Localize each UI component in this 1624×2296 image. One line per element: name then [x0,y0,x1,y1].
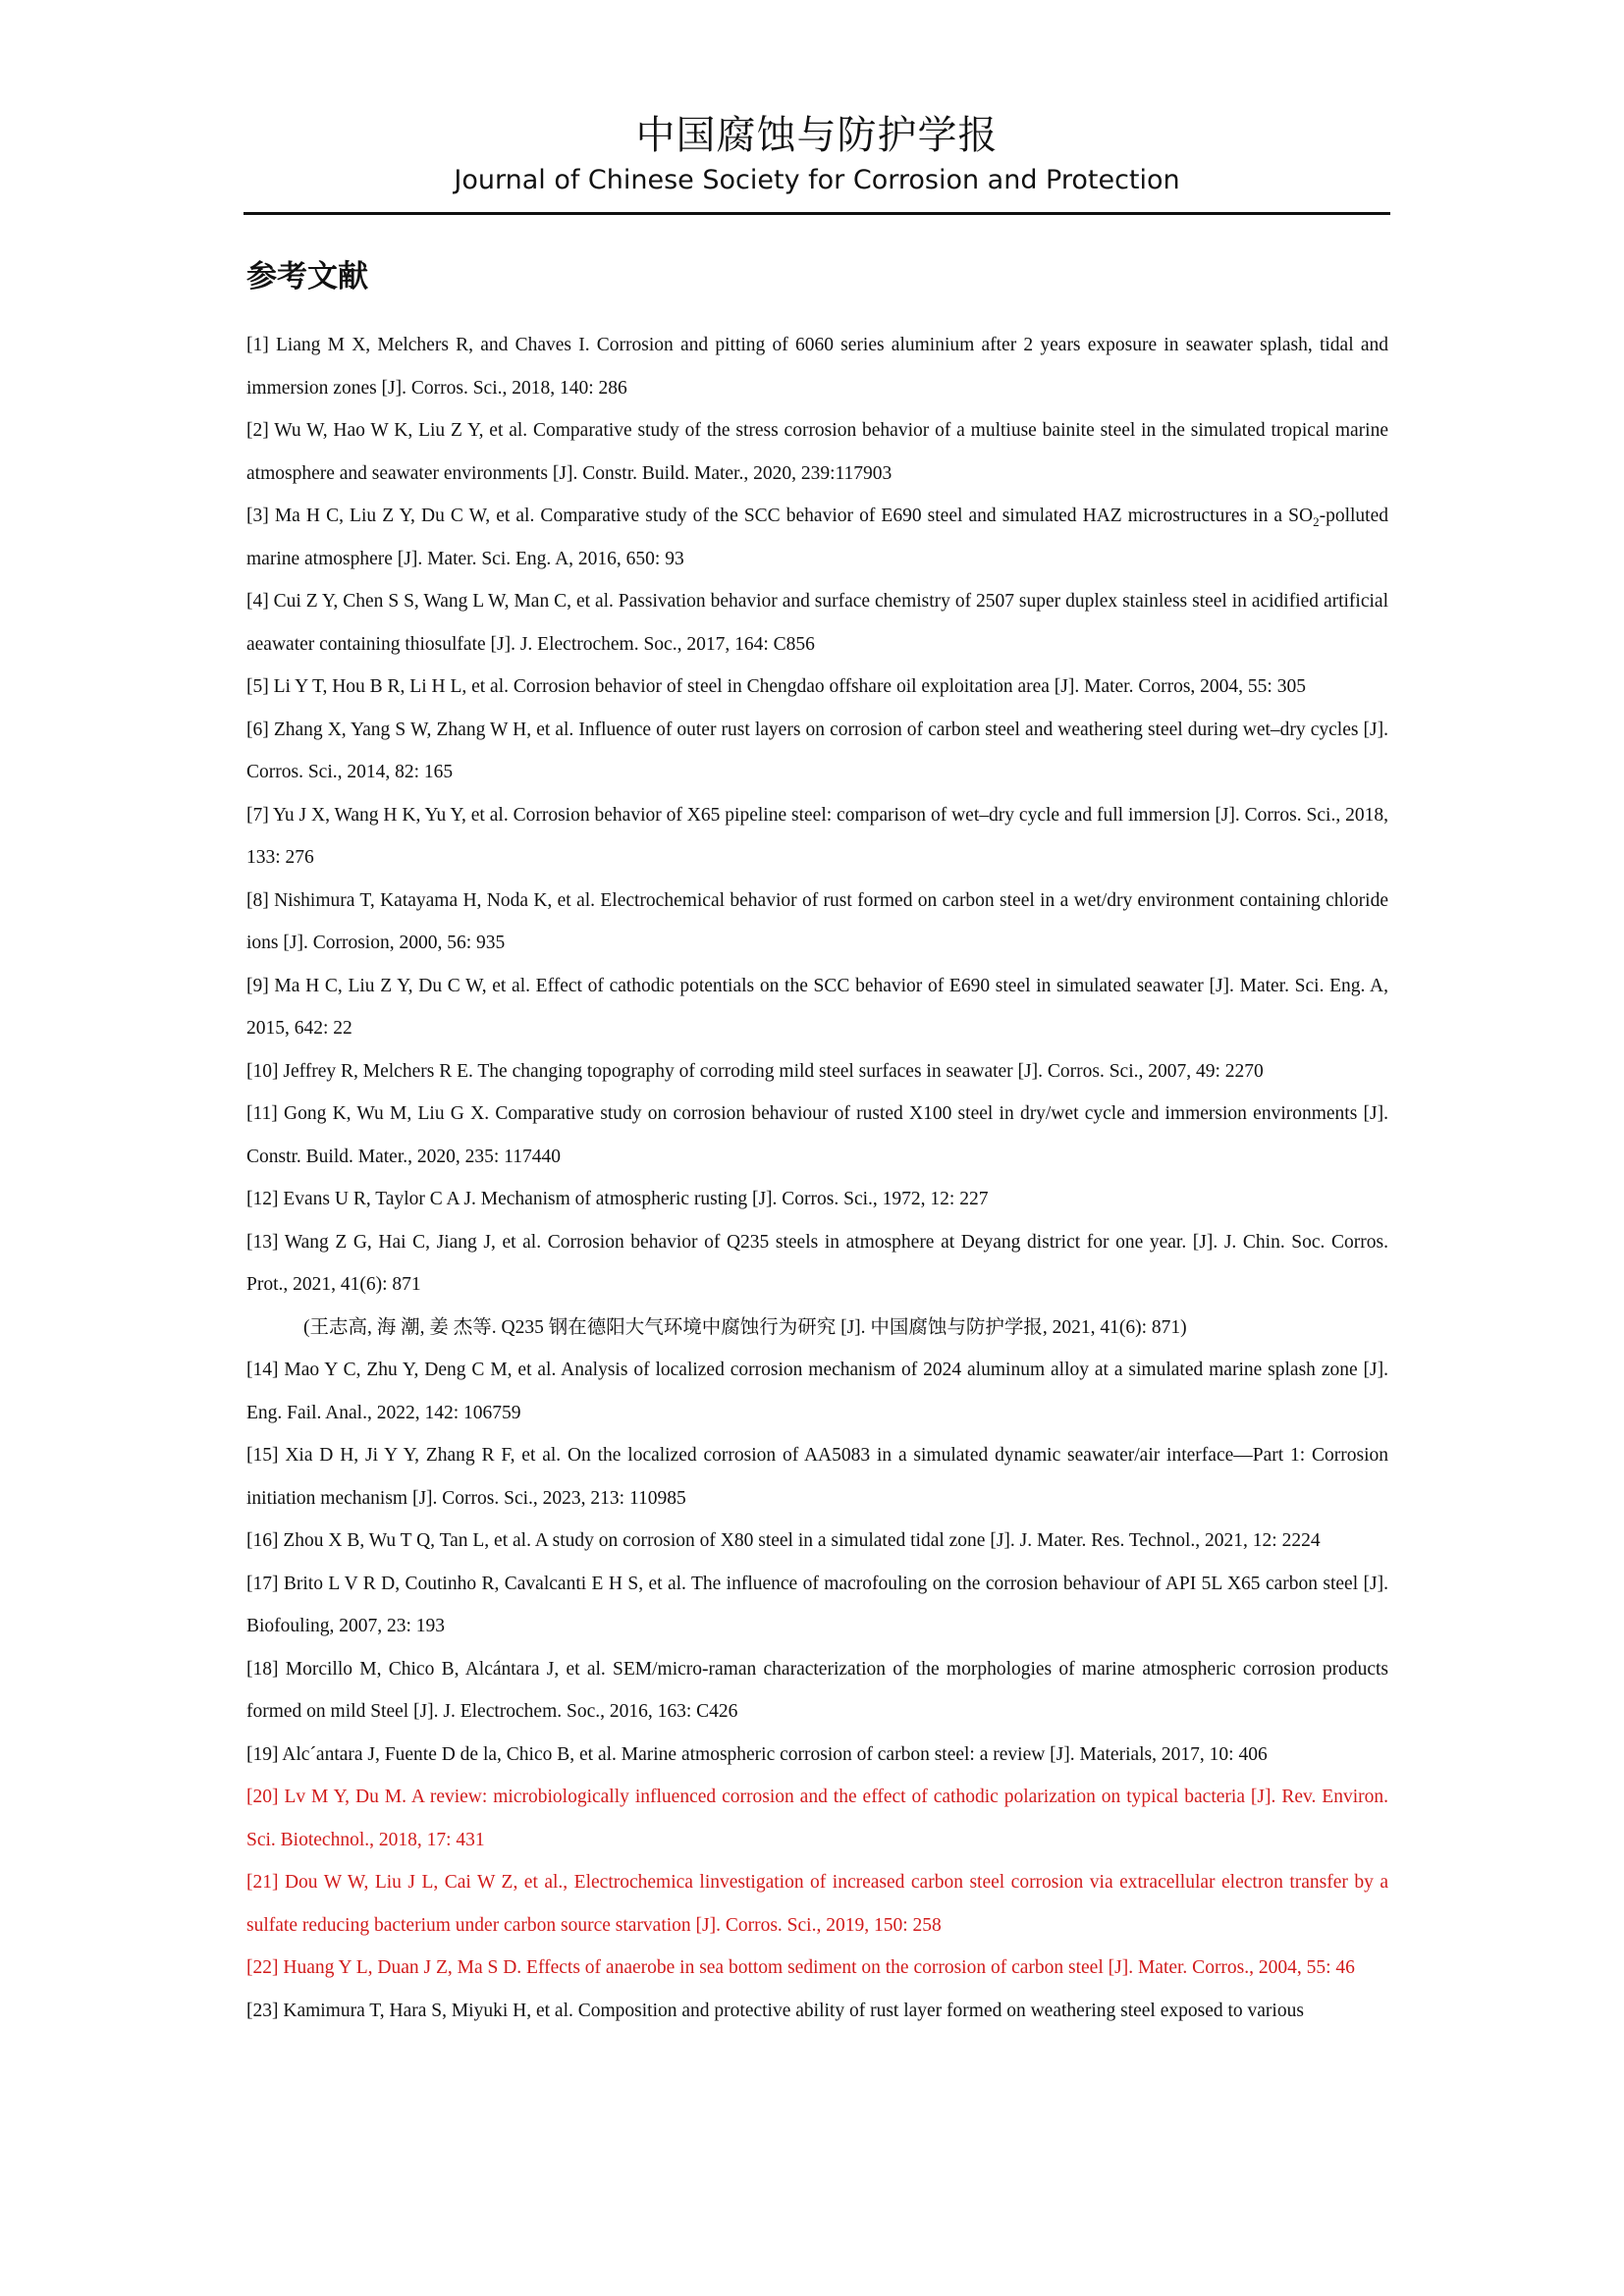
reference-item-5: [5] Li Y T, Hou B R, Li H L, et al. Corrosion behavior of steel in Chengdao offshare oil exploitation area [J]. Mater. Corros, 2004, 55: 305 [246,676,1306,697]
reference-item-22: [22] Huang Y L, Duan J Z, Ma S D. Effects of anaerobe in sea bottom sediment on the corrosion of carbon steel [J]. Mater. Corros., 2004, 55: 46 [246,1957,1355,1978]
reference-list [246,324,1388,2032]
reference-item-8: [8] Nishimura T, Katayama H, Noda K, et al. Electrochemical behavior of rust formed on carbon steel in a wet/dry environment containing chloride ions [J]. Corrosion, 2000, 56: 935 [246,889,1388,953]
reference-item-23: [23] Kamimura T, Hara S, Miyuki H, et al. Composition and protective ability of rust layer formed on weathering steel exposed to various [246,2000,1304,2021]
journal-title-english: Journal of Chinese Society for Corrosion and Protection [454,165,1180,195]
header-divider [244,212,1390,215]
reference-item-18: [18] Morcillo M, Chico B, Alcántara J, et al. SEM/micro-raman characterization of the morphologies of marine atmospheric corrosion products formed on mild Steel [J]. J. Electrochem. Soc., 2016, 163: C426 [246,1658,1388,1722]
reference-item-11: [11] Gong K, Wu M, Liu G X. Comparative study on corrosion behaviour of rusted X100 steel in dry/wet cycle and immersion environments [J]. Constr. Build. Mater., 2020, 235: 117440 [246,1103,1388,1167]
reference-item-13: [13] Wang Z G, Hai C, Jiang J, et al. Corrosion behavior of Q235 steels in atmosphere at Deyang district for one year. [J]. J. Chin. Soc. Corros. Prot., 2021, 41(6): 871 [246,1231,1388,1295]
reference-item-20: [20] Lv M Y, Du M. A review: microbiologically influenced corrosion and the effect of cathodic polarization on typical bacteria [J]. Rev. Environ. Sci. Biotechnol., 2018, 17: 431 [246,1787,1388,1850]
reference-item-17: [17] Brito L V R D, Coutinho R, Cavalcanti E H S, et al. The influence of macrofouling on the corrosion behaviour of API 5L X65 carbon steel [J]. Biofouling, 2007, 23: 193 [246,1573,1388,1636]
reference-item-15: [15] Xia D H, Ji Y Y, Zhang R F, et al. On the localized corrosion of AA5083 in a simulated dynamic seawater/air interface—Part 1: Corrosion initiation mechanism [J]. Corros. Sci., 2023, 213: 110985 [246,1445,1388,1509]
references-heading: 参考文献 [246,259,368,294]
reference-item-1: [1] Liang M X, Melchers R, and Chaves I. Corrosion and pitting of 6060 series aluminium after 2 years exposure in seawater splash, tidal and immersion zones [J]. Corros. Sci., 2018, 140: 286 [246,335,1388,399]
reference-item-16: [16] Zhou X B, Wu T Q, Tan L, et al. A study on corrosion of X80 steel in a simulated tidal zone [J]. J. Mater. Res. Technol., 2021, 12: 2224 [246,1530,1321,1551]
reference-item-3-text-b: -polluted marine atmosphere [J]. Mater. Sci. Eng. A, 2016, 650: 93 [246,506,1388,569]
journal-header [244,110,1390,198]
reference-item-14: [14] Mao Y C, Zhu Y, Deng C M, et al. Analysis of localized corrosion mechanism of 2024 aluminum alloy at a simulated marine splash zone [J]. Eng. Fail. Anal., 2022, 142: 106759 [246,1360,1388,1423]
reference-item-4: [4] Cui Z Y, Chen S S, Wang L W, Man C, et al. Passivation behavior and surface chemistry of 2507 super duplex stainless steel in acidified artificial aeawater containing thiosulfate [J]. J. Electrochem. Soc., 2017, 164: C856 [246,591,1388,655]
reference-item-6: [6] Zhang X, Yang S W, Zhang W H, et al. Influence of outer rust layers on corrosion of carbon steel and weathering steel during wet–dry cycles [J]. Corros. Sci., 2014, 82: 165 [246,719,1388,782]
reference-item-12: [12] Evans U R, Taylor C A J. Mechanism of atmospheric rusting [J]. Corros. Sci., 1972, 12: 227 [246,1189,989,1209]
reference-item-10: [10] Jeffrey R, Melchers R E. The changing topography of corroding mild steel surfaces in seawater [J]. Corros. Sci., 2007, 49: 2270 [246,1060,1264,1082]
reference-item-9: [9] Ma H C, Liu Z Y, Du C W, et al. Effect of cathodic potentials on the SCC behavior of E690 steel in simulated seawater [J]. Mater. Sci. Eng. A, 2015, 642: 22 [246,975,1388,1039]
journal-title-chinese: 中国腐蚀与防护学报 [635,113,999,158]
reference-item-3 [246,495,1388,580]
reference-item-7: [7] Yu J X, Wang H K, Yu Y, et al. Corrosion behavior of X65 pipeline steel: comparison of wet–dry cycle and full immersion [J]. Corros. Sci., 2018, 133: 276 [246,804,1388,868]
reference-item-3-subscript: 2 [1313,513,1320,529]
reference-item-19: [19] Alc´antara J, Fuente D de la, Chico B, et al. Marine atmospheric corrosion of carbon steel: a review [J]. Materials, 2017, 10: 406 [246,1743,1268,1765]
reference-item-21: [21] Dou W W, Liu J L, Cai W Z, et al., Electrochemica linvestigation of increased carbon steel corrosion via extracellular electron transfer by a sulfate reducing bacterium under carbon source starvation [J]. Corros. Sci., 2019, 150: 258 [246,1872,1388,1936]
reference-item-3-text-a: [3] Ma H C, Liu Z Y, Du C W, et al. Comparative study of the SCC behavior of E690 steel and simulated HAZ microstructures in a SO [246,506,1314,526]
reference-item-13-chinese-note: (王志高, 海 潮, 姜 杰等. Q235 钢在德阳大气环境中腐蚀行为研究 [J]. 中国腐蚀与防护学报, 2021, 41(6): 871) [303,1316,1187,1338]
reference-item-2: [2] Wu W, Hao W K, Liu Z Y, et al. Comparative study of the stress corrosion behavior of a multiuse bainite steel in the simulated tropical marine atmosphere and seawater environments [J]. Constr. Build. Mater., 2020, 239:117903 [246,420,1388,484]
